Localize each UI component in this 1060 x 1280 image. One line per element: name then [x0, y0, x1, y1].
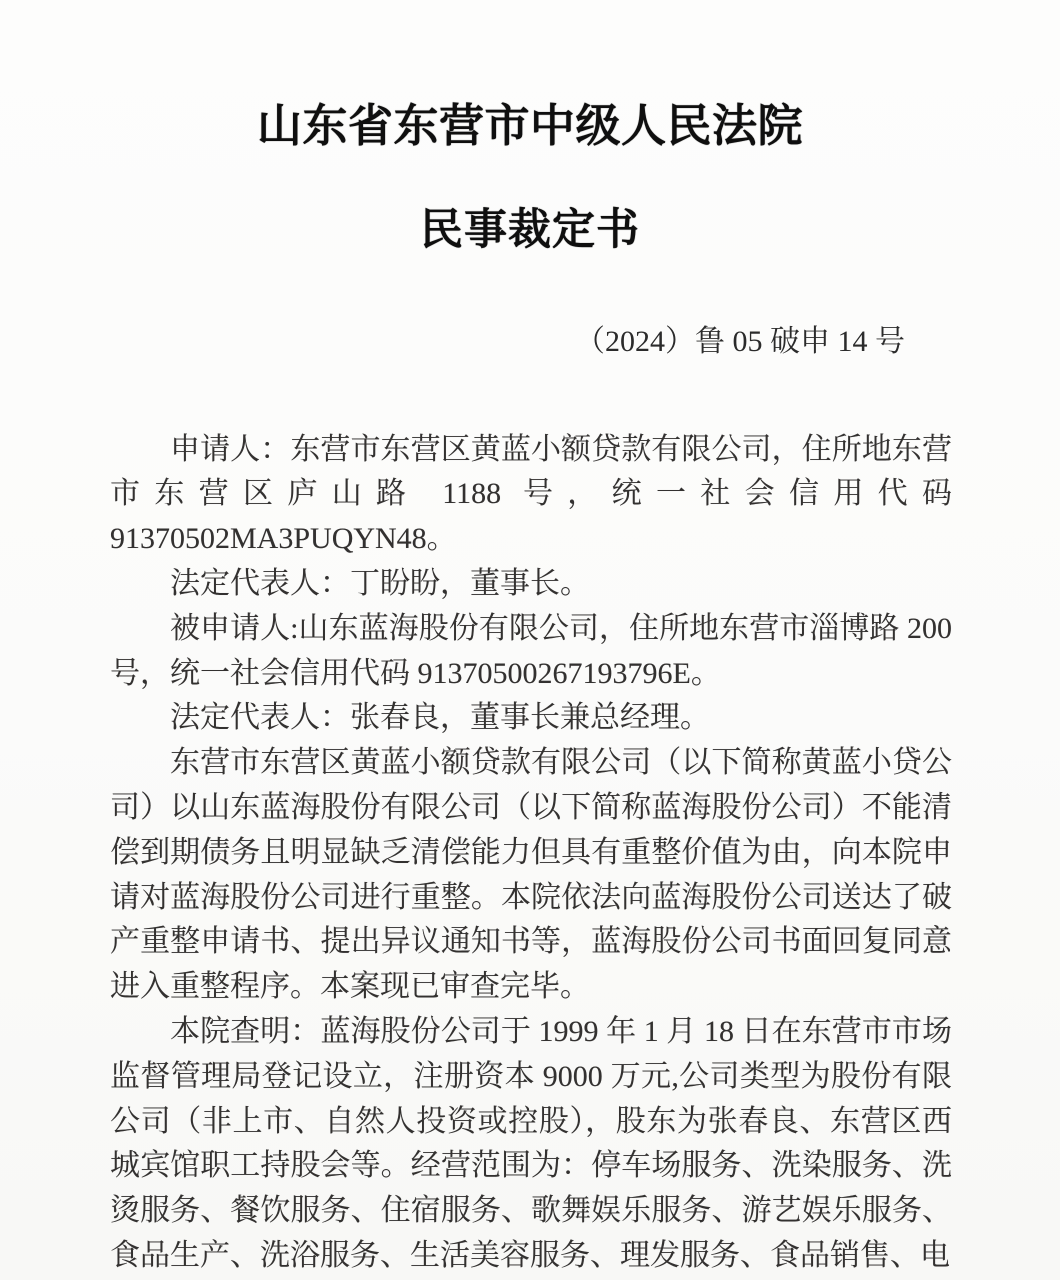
paragraph-respondent: 被申请人:山东蓝海股份有限公司，住所地东营市淄博路 200 号，统一社会信用代码 91370500267193796E。 [110, 611, 952, 690]
paragraph-respondent-legal-representative: 法定代表人：张春良，董事长兼总经理。 [170, 701, 710, 735]
case-number: （2024）鲁 05 破申 14 号 [575, 324, 905, 358]
paragraph-applicant: 申请人：东营市东营区黄蓝小额贷款有限公司，住所地东营市东营区庐山路 1188 号，统一社会信用代码 91370502MA3PUQYN48。 [110, 432, 952, 556]
document-title: 民事裁定书 [420, 207, 640, 255]
paragraph-court-findings: 本院查明：蓝海股份公司于 1999 年 1 月 18 日在东营市市场监督管理局登记设立，注册资本 9000 万元,公司类型为股份有限公司（非上市、自然人投资或控股），股东为张春良、东营区西城宾馆职工持股会等。经营范围为：停车场服务、洗染服务、洗烫服务、餐饮服务、住宿服务、歌舞娱乐服务、游艺娱乐服务、食品生产、洗浴服务、生活美容服务、理发服务、食品销售、电 [110, 1014, 952, 1272]
document-body [0, 428, 1060, 1279]
court-name-heading: 山东省东营市中级人民法院 [256, 101, 803, 151]
paragraph-application-summary: 东营市东营区黄蓝小额贷款有限公司（以下简称黄蓝小贷公司）以山东蓝海股份有限公司（以下简称蓝海股份公司）不能清偿到期债务且明显缺乏清偿能力但具有重整价值为由，向本院申请对蓝海股份公司进行重整。本院依法向蓝海股份公司送达了破产重整申请书、提出异议通知书等，蓝海股份公司书面回复同意进入重整程序。本案现已审查完毕。 [110, 746, 952, 1004]
paragraph-applicant-legal-representative: 法定代表人：丁盼盼，董事长。 [170, 566, 590, 600]
